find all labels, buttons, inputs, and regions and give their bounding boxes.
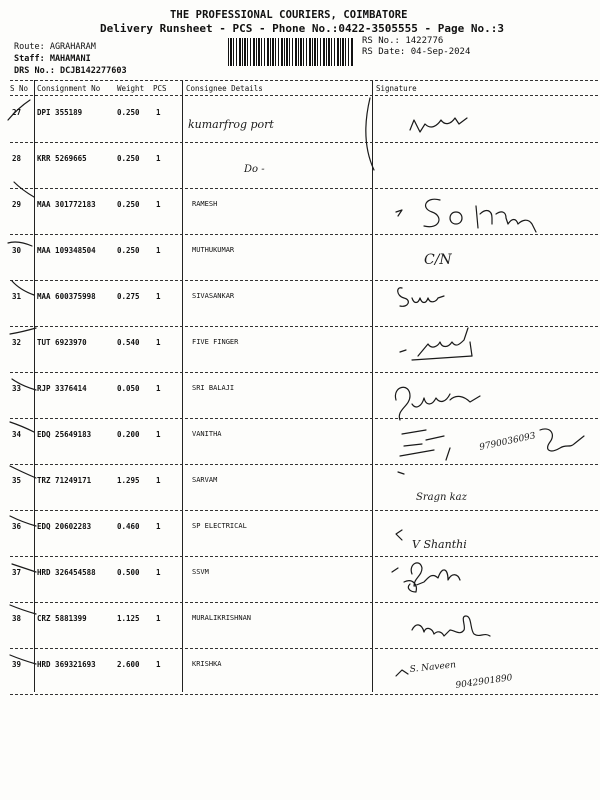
- pieces-count: 1: [156, 476, 161, 485]
- handwritten-phone-row34: 9790036093: [478, 431, 537, 453]
- serial-number: 32: [12, 338, 22, 347]
- consignment-number: MAA 109348504: [37, 246, 96, 255]
- weight-value: 0.460: [117, 522, 140, 531]
- consignment-number: CRZ 5881399: [37, 614, 87, 623]
- col-header-weight: Weight: [117, 84, 145, 93]
- serial-number: 30: [12, 246, 22, 255]
- consignee-name: SRI BALAJI: [192, 384, 235, 392]
- consignee-name: SIVASANKAR: [192, 292, 235, 300]
- pieces-count: 1: [156, 200, 161, 209]
- col-header-signature: Signature: [376, 84, 417, 93]
- handwritten-note-row27: kumarfrog port: [188, 118, 274, 131]
- weight-value: 0.540: [117, 338, 140, 347]
- weight-value: 0.250: [117, 108, 140, 117]
- serial-number: 34: [12, 430, 22, 439]
- col-header-pcs: PCS: [153, 84, 167, 93]
- rs-number: RS No.: 1422776: [362, 36, 444, 46]
- weight-value: 1.295: [117, 476, 140, 485]
- serial-number: 28: [12, 154, 22, 163]
- barcode-image: [228, 38, 354, 66]
- weight-value: 1.125: [117, 614, 140, 623]
- serial-number: 36: [12, 522, 22, 531]
- table-row: [0, 281, 600, 327]
- consignee-name: SARVAM: [192, 476, 218, 484]
- company-title: THE PROFESSIONAL COURIERS, COIMBATORE: [170, 9, 408, 21]
- table-row: [0, 235, 600, 281]
- table-row: [0, 373, 600, 419]
- handwritten-phone-row39: 9042901890: [455, 673, 514, 691]
- handwritten-note-row30: C/N: [424, 252, 452, 268]
- weight-value: 0.250: [117, 154, 140, 163]
- consignment-number: TRZ 71249171: [37, 476, 92, 485]
- table-row: [0, 649, 600, 695]
- pieces-count: 1: [156, 384, 161, 393]
- serial-number: 39: [12, 660, 22, 669]
- col-header-consignment: Consignment No: [37, 84, 101, 93]
- consignee-name: SSVM: [192, 568, 209, 576]
- col-header-sno: S No: [10, 84, 29, 93]
- table-row: [0, 189, 600, 235]
- consignment-number: DPI 355189: [37, 108, 83, 117]
- table-row: [0, 97, 600, 143]
- table-row: [0, 465, 600, 511]
- serial-number: 33: [12, 384, 22, 393]
- consignment-number: HRD 369321693: [37, 660, 96, 669]
- table-row: [0, 557, 600, 603]
- weight-value: 0.200: [117, 430, 140, 439]
- pieces-count: 1: [156, 154, 161, 163]
- pieces-count: 1: [156, 108, 161, 117]
- consignment-number: MAA 600375998: [37, 292, 96, 301]
- weight-value: 0.275: [117, 292, 140, 301]
- pieces-count: 1: [156, 292, 161, 301]
- consignee-name: FIVE FINGER: [192, 338, 239, 346]
- consignee-name: KRISHKA: [192, 660, 222, 668]
- consignment-number: KRR 5269665: [37, 154, 87, 163]
- serial-number: 35: [12, 476, 22, 485]
- handwritten-note-row36: V Shanthi: [412, 538, 467, 551]
- pieces-count: 1: [156, 614, 161, 623]
- serial-number: 38: [12, 614, 22, 623]
- consignee-name: RAMESH: [192, 200, 218, 208]
- consignment-number: RJP 3376414: [37, 384, 87, 393]
- weight-value: 0.250: [117, 200, 140, 209]
- pieces-count: 1: [156, 338, 161, 347]
- table-row: [0, 511, 600, 557]
- table-row: [0, 143, 600, 189]
- pieces-count: 1: [156, 568, 161, 577]
- consignee-name: MUTHUKUMAR: [192, 246, 235, 254]
- pieces-count: 1: [156, 660, 161, 669]
- weight-value: 0.500: [117, 568, 140, 577]
- pieces-count: 1: [156, 522, 161, 531]
- consignment-number: HRD 326454588: [37, 568, 96, 577]
- serial-number: 37: [12, 568, 22, 577]
- route-label: Route: AGRAHARAM: [14, 42, 96, 52]
- divider-line: [10, 95, 598, 96]
- row-divider: [10, 694, 598, 695]
- table-row: [0, 603, 600, 649]
- handwritten-note-row35: Sragn kaz: [416, 492, 467, 503]
- weight-value: 0.050: [117, 384, 140, 393]
- staff-label: Staff: MAHAMANI: [14, 54, 91, 64]
- col-header-consignee: Consignee Details: [186, 84, 263, 93]
- serial-number: 27: [12, 108, 22, 117]
- consignment-number: MAA 301772183: [37, 200, 96, 209]
- consignment-number: EDQ 25649183: [37, 430, 92, 439]
- consignment-number: EDQ 20602283: [37, 522, 92, 531]
- consignee-name: SP ELECTRICAL: [192, 522, 247, 530]
- table-row: [0, 419, 600, 465]
- handwritten-note-row28: Do -: [244, 164, 265, 175]
- rs-date: RS Date: 04-Sep-2024: [362, 47, 471, 57]
- consignment-number: TUT 6923970: [37, 338, 87, 347]
- weight-value: 0.250: [117, 246, 140, 255]
- handwritten-note-row39: S. Naveen: [409, 660, 457, 675]
- consignee-name: MURALIKRISHNAN: [192, 614, 252, 622]
- drs-number: DRS No.: DCJB142277603: [14, 66, 127, 76]
- serial-number: 29: [12, 200, 22, 209]
- divider-line: [10, 80, 598, 81]
- pieces-count: 1: [156, 430, 161, 439]
- pieces-count: 1: [156, 246, 161, 255]
- runsheet-subtitle: Delivery Runsheet - PCS - Phone No.:0422-3505555 - Page No.:3: [100, 22, 504, 35]
- consignee-name: VANITHA: [192, 430, 222, 438]
- serial-number: 31: [12, 292, 22, 301]
- table-row: [0, 327, 600, 373]
- weight-value: 2.600: [117, 660, 140, 669]
